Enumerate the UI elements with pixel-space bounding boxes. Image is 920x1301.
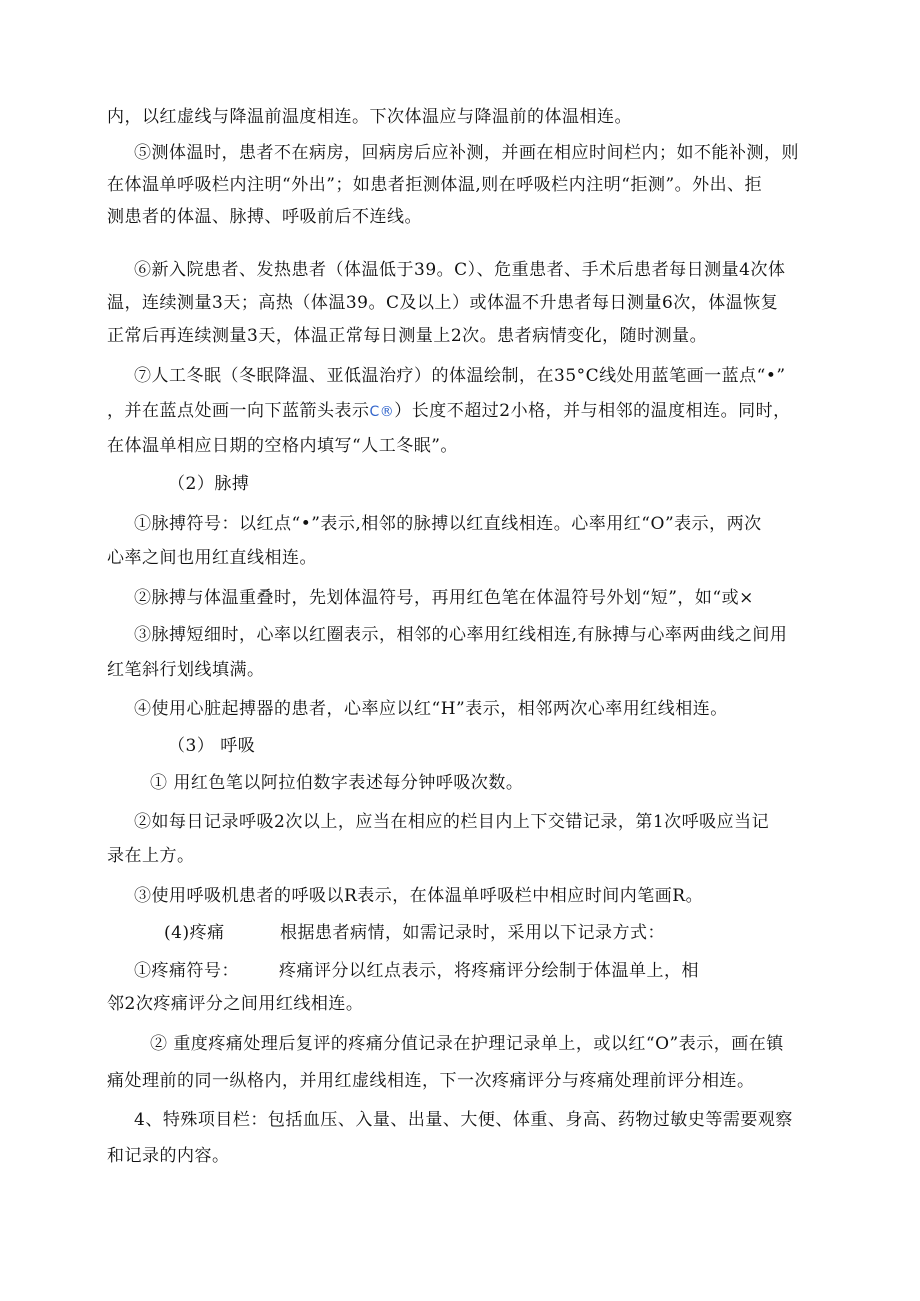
section-heading: （2）脉搏 [168,474,250,494]
paragraph-line: ⑤测体温时，患者不在病房，回病房后应补测，并画在相应时间栏内；如不能补测，则 [134,143,799,163]
paragraph-line: ⑥新入院患者、发热患者（体温低于39。C）、危重患者、手术后患者每日测量4次体 [134,260,786,280]
section-heading: （3） 呼吸 [168,736,256,756]
section-heading: (4)疼痛 [164,923,225,943]
paragraph-line: 录在上方。 [107,846,195,866]
paragraph-line: 内，以红虚线与降温前温度相连。下次体温应与降温前的体温相连。 [107,107,632,127]
paragraph-line: 心率之间也用红直线相连。 [107,548,317,568]
paragraph-line: 正常后再连续测量3天，体温正常每日测量上2次。患者病情变化，随时测量。 [107,326,708,346]
paragraph-line: ②脉搏与体温重叠时，先划体温符号，再用红色笔在体温符号外划“短”，如“或× [134,588,754,608]
paragraph-line: ④使用心脏起搏器的患者，心率应以红“H”表示，相邻两次心率用红线相连。 [134,699,728,719]
paragraph-line: ②如每日记录呼吸2次以上，应当在相应的栏目内上下交错记录，第1次呼吸应当记 [134,812,770,832]
paragraph-line: 红笔斜行划线填满。 [107,660,265,680]
paragraph-line: 痛处理前的同一纵格内，并用红虚线相连，下一次疼痛评分与疼痛处理前评分相连。 [107,1071,755,1091]
paragraph-line: 和记录的内容。 [107,1146,230,1166]
paragraph-line: 温，连续测量3天；高热（体温39。C及以上）或体温不升患者每日测量6次，体温恢复 [107,293,779,313]
paragraph-line: 测患者的体温、脉搏、呼吸前后不连线。 [107,207,422,227]
paragraph-line: ② 重度疼痛处理后复评的疼痛分值记录在护理记录单上，或以红“O”表示，画在镇 [150,1034,784,1054]
paragraph-line: 疼痛评分以红点表示，将疼痛评分绘制于体温单上，相 [279,961,699,981]
paragraph-line: 在体温单呼吸栏内注明“外出”；如患者拒测体温,则在呼吸栏内注明“拒测”。外出、拒 [107,175,763,195]
line-segment: ）长度不超过2小格，并与相邻的温度相连。同时， [394,401,791,421]
paragraph-line: 邻2次疼痛评分之间用红线相连。 [107,994,364,1014]
blue-symbol-text: C® [369,404,395,420]
paragraph-line: ③脉搏短细时，心率以红圈表示，相邻的心率用红线相连,有脉搏与心率两曲线之间用 [134,625,788,645]
paragraph-line: 在体温单相应日期的空格内填写“人工冬眠”。 [107,436,458,456]
line-segment: ，并在蓝点处画一向下蓝箭头表示 [107,401,370,421]
paragraph-line [107,400,791,423]
paragraph-line: 根据患者病情，如需记录时，采用以下记录方式： [280,923,665,943]
paragraph-line: ①疼痛符号： [134,961,239,981]
paragraph-line: 4、特殊项目栏：包括血压、入量、出量、大便、体重、身高、药物过敏史等需要观察 [134,1110,793,1130]
paragraph-line: ① 用红色笔以阿拉伯数字表述每分钟呼吸次数。 [150,773,524,793]
paragraph-line: ⑦人工冬眠（冬眠降温、亚低温治疗）的体温绘制，在35°C线处用蓝笔画一蓝点“•” [134,366,786,386]
paragraph-line: ③使用呼吸机患者的呼吸以R表示，在体温单呼吸栏中相应时间内笔画R。 [134,886,704,906]
paragraph-line: ①脉搏符号：以红点“•”表示,相邻的脉搏以红直线相连。心率用红“O”表示，两次 [134,514,762,534]
